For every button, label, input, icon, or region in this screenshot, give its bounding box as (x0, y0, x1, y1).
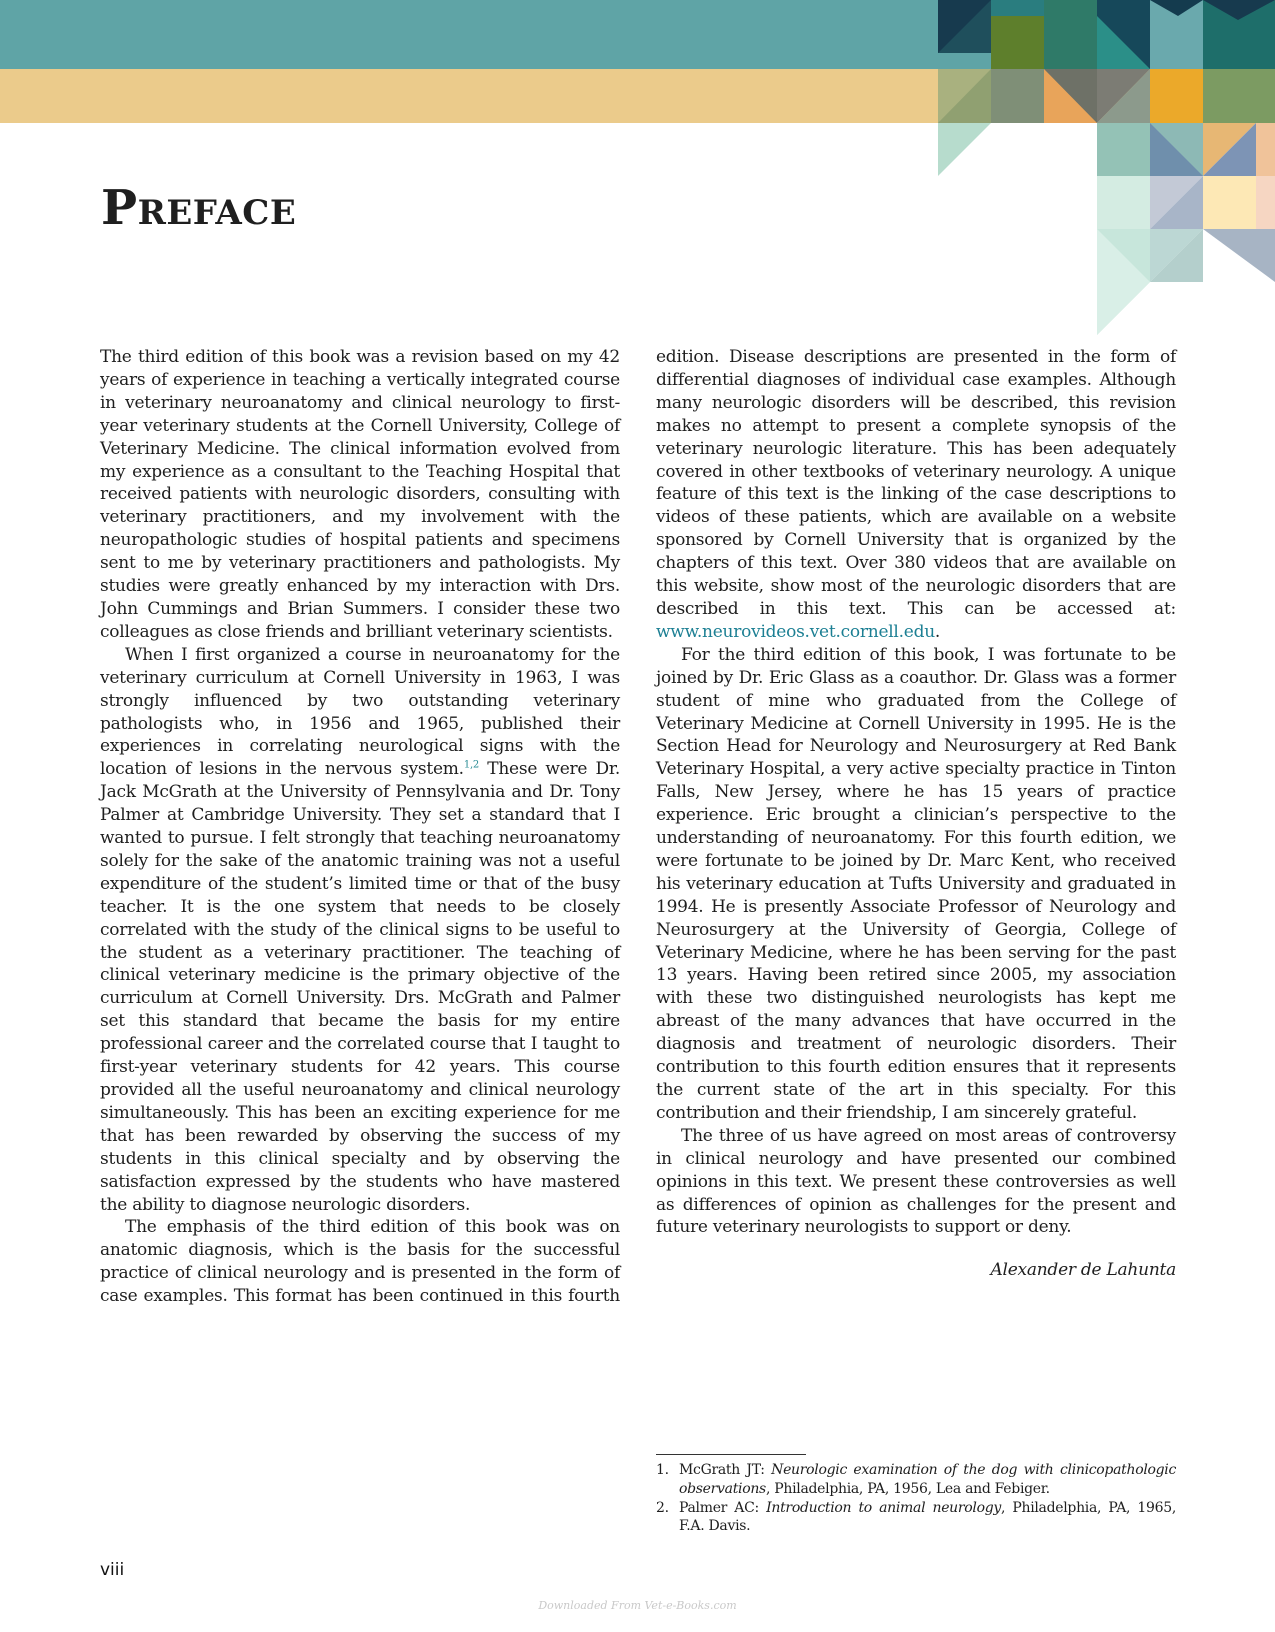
body-column-left (100, 346, 620, 1308)
footnote-title: Introduction to animal neurology (766, 1499, 1001, 1516)
footnote-publication: , Philadelphia, PA, 1965, F.A. Davis. (679, 1499, 1177, 1535)
download-watermark: Downloaded From Vet-e-Books.com (538, 1599, 737, 1612)
footnote-author: McGrath JT: (679, 1462, 772, 1478)
paragraph-1: The third edition of this book was a revision based on my 42 years of experience in teaching a vertically integrated course in veterinary neuroanatomy and clinical neurology to first-year veterinary students at the Cornell University, College of Veterinary Medicine. The clinical information evolved from my experience as a consultant to the Teaching Hospital that received patients with neurologic disorders, consulting with veterinary practitioners, and my involvement with the neuropathologic studies of hospital patients and specimens sent to me by veterinary practitioners and pathologists. My studies were greatly enhanced by my interaction with Drs. John Cummings and Brian Summers. I consider these two colleagues as close friends and brilliant veterinary scientists. (100, 347, 620, 642)
footnote-divider (656, 1454, 806, 1455)
geometric-corner-decoration (938, 0, 1275, 340)
paragraph-3-text: The emphasis of the third edition of this book was on anatomic diagnosis, which is the basis for the successful practice of clinical neurology and is presented in the form of case examples. This format has been continued in this fourth (100, 1217, 620, 1307)
paragraph-3-end: . (934, 621, 941, 642)
footnote-number: 2. (656, 1499, 669, 1516)
paragraph-5: The three of us have agreed on most areas of controversy in clinical neurology and have presented our combined opinions in this text. We present these controversies as well as differences of opinion as challenges for the present and future veterinary neurologists to support or deny. (656, 1125, 1176, 1238)
paragraph-3-continued-text: edition. Disease descriptions are presented in the form of differential diagnoses of individual case examples. Although many neurologic disorders will be described, this revision makes no attempt to present a complete synopsis of the veterinary neurologic literature. This has been adequately covered in other textbooks of veterinary neurology. A unique feature of this text is the linking of the case descriptions to videos of these patients, which are available on a website sponsored by Cornell University that is organized by the chapters of this text. Over 380 videos that are available on this website, show most of the neurologic disorders that are described in this text. This can be accessed at: (656, 347, 1176, 619)
paragraph-3 (100, 1216, 620, 1308)
paragraph-2 (100, 644, 620, 1217)
paragraph-3-continued (656, 346, 1176, 644)
footnote-publication: , Philadelphia, PA, 1956, Lea and Febiger. (765, 1480, 1050, 1497)
reference-superscript-link[interactable]: 1,2 (463, 759, 479, 771)
body-column-right (656, 346, 1176, 1280)
page-title: Preface (101, 180, 297, 236)
paragraph-2-text-b: These were Dr. Jack McGrath at the University of Pennsylvania and Dr. Tony Palmer at Cambridge University. They set a standard that I wanted to pursue. I felt strongly that teaching neuroanatomy solely for the sake of the anatomic training was not a useful expenditure of the student’s limited time or that of the busy teacher. It is the one system that needs to be closely correlated with the study of the clinical signs to be useful to the student as a veterinary practitioner. The teaching of clinical veterinary medicine is the primary objective of the curriculum at Cornell University. Drs. McGrath and Palmer set this standard that became the basis for my entire professional career and the correlated course that I taught to first-year veterinary students for 42 years. This course provided all the useful neuroanatomy and clinical neurology simultaneously. This has been an exciting experience for me that has been rewarded by observing the success of my students in this clinical specialty and by observing the satisfaction expressed by the students who have mastered the ability to diagnose neurologic disorders. (100, 759, 621, 1215)
footnote-item (656, 1461, 1176, 1499)
page-number: viii (100, 1560, 125, 1580)
paragraph-4: For the third edition of this book, I was fortunate to be joined by Dr. Eric Glass as a coauthor. Dr. Glass was a former student of mine who graduated from the College of Veterinary Medicine at Cornell University in 1995. He is the Section Head for Neurology and Neurosurgery at Red Bank Veterinary Hospital, a very active specialty practice in Tinton Falls, New Jersey, where he has 15 years of practice experience. Eric brought a clinician’s perspective to the understanding of neuroanatomy. For this fourth edition, we were fortunate to be joined by Dr. Marc Kent, who received his veterinary education at Tufts University and graduated in 1994. He is presently Associate Professor of Neurology and Neurosurgery at the University of Georgia, College of Veterinary Medicine, where he has been serving for the past 13 years. Having been retired since 2005, my association with these two distinguished neurologists has kept me abreast of the many advances that have occurred in the diagnosis and treatment of neurologic disorders. Their contribution to this fourth edition ensures that it represents the current state of the art in this specialty. For this contribution and their friendship, I am sincerely grateful. (656, 644, 1176, 1123)
footnote-number: 1. (656, 1462, 669, 1478)
footnote-list (656, 1461, 1176, 1536)
paragraph-2-text-a: When I first organized a course in neuroanatomy for the veterinary curriculum at Cornell University in 1963, I was strongly influenced by two outstanding veterinary pathologists who, in 1956 and 1965, published their experiences in correlating neurological signs with the location of lesions in the nervous system. (100, 644, 620, 780)
author-signature: Alexander de Lahunta (990, 1260, 1176, 1281)
neurovideos-website-link[interactable]: www.neurovideos.vet.cornell.edu (656, 621, 935, 642)
footnote-author: Palmer AC: (679, 1499, 767, 1516)
footnote-item (656, 1499, 1176, 1537)
footnote-title: Neurologic examination of the dog with clinicopathologic observations (679, 1462, 1177, 1497)
